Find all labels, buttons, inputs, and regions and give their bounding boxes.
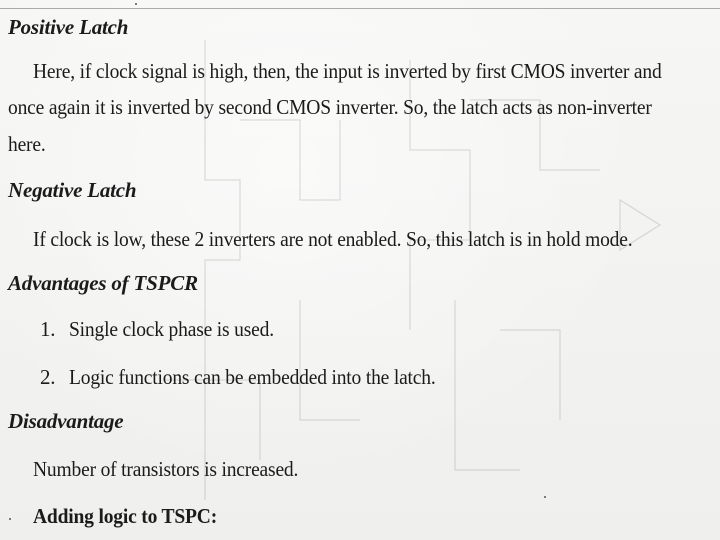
positive-latch-line: once again it is inverted by second CMOS inverter. So, the latch acts as non-inverter bbox=[8, 95, 652, 119]
scan-speck bbox=[135, 3, 137, 5]
scan-speck bbox=[544, 496, 546, 498]
adding-logic-heading: Adding logic to TSPC: bbox=[33, 504, 218, 528]
negative-latch-text: If clock is low, these 2 inverters are not enabled. So, this latch is in hold mode. bbox=[33, 227, 633, 251]
scan-speck bbox=[9, 518, 11, 520]
top-rule bbox=[0, 8, 720, 9]
advantages-heading: Advantages of TSPCR bbox=[8, 271, 198, 295]
list-item: Logic functions can be embedded into the latch. bbox=[69, 365, 436, 389]
list-item: Single clock phase is used. bbox=[69, 317, 274, 341]
disadvantage-heading: Disadvantage bbox=[8, 409, 124, 433]
negative-latch-heading: Negative Latch bbox=[8, 178, 137, 202]
positive-latch-heading: Positive Latch bbox=[8, 15, 129, 39]
positive-latch-line: Here, if clock signal is high, then, the input is inverted by first CMOS inverter and bbox=[33, 59, 662, 83]
positive-latch-line: here. bbox=[8, 132, 46, 156]
list-item-number: 1. bbox=[40, 317, 56, 341]
disadvantage-text: Number of transistors is increased. bbox=[33, 457, 299, 481]
list-item-number: 2. bbox=[40, 365, 56, 389]
